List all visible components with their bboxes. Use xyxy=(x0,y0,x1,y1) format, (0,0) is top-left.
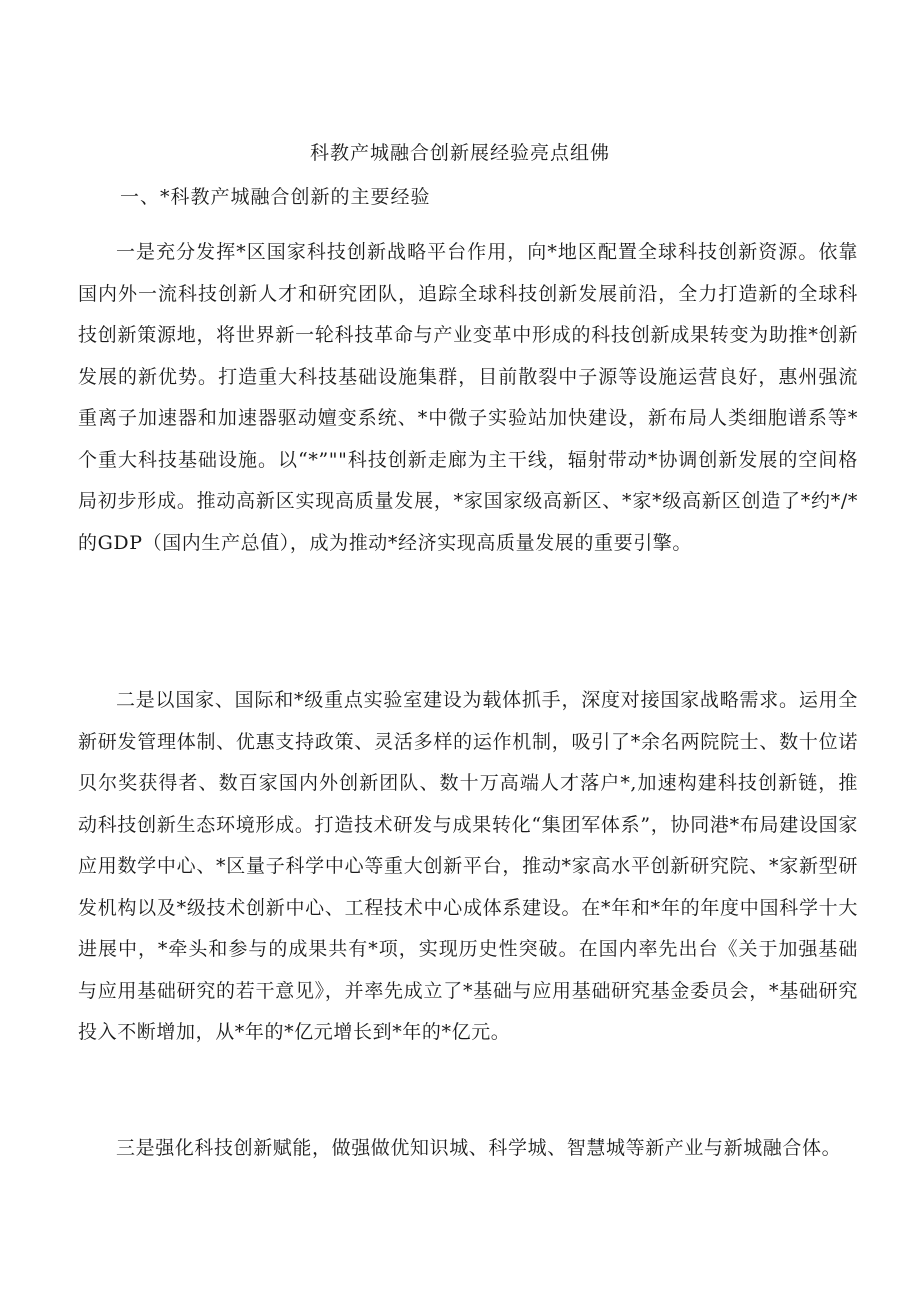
paragraph-1: 一是充分发挥*区国家科技创新战略平台作用，向*地区配置全球科技创新资源。依靠国内外一流科技创新人才和研究团队，追踪全球科技创新发展前沿，全力打造新的全球科技创新策源地，将世界新一轮科技革命与产业变革中形成的科技创新成果转变为助推*创新发展的新优势。打造重大科技基础设施集群，目前散裂中子源等设施运营良好，惠州强流重离子加速器和加速器驱动嬗变系统、*中微子实验站加快建设，新布局人类细胞谱系等*个重大科技基础设施。以“*”""科技创新走廊为主干线，辐射带动*协调创新发展的空间格局初步形成。推动高新区实现高质量发展，*家国家级高新区、*家*级高新区创造了*约*/*的GDP（国内生产总值），成为推动*经济实现高质量发展的重要引擎。 xyxy=(78,241,858,554)
paragraph-2: 二是以国家、国际和*级重点实验室建设为载体抓手，深度对接国家战略需求。运用全新研发管理体制、优惠支持政策、灵活多样的运作机制，吸引了*余名两院院士、数十位诺贝尔奖获得者、数百家国内外创新团队、数十万高端人才落户*,加速构建科技创新链，推动科技创新生态环境形成。打造技术研发与成果转化“集团军体系”，协同港*布局建设国家应用数学中心、*区量子科学中心等重大创新平台，推动*家高水平创新研究院、*家新型研发机构以及*级技术创新中心、工程技术中心成体系建设。在*年和*年的年度中国科学十大进展中，*牵头和参与的成果共有*项，实现历史性突破。在国内率先出台《关于加强基础与应用基础研究的若干意见》，并率先成立了*基础与应用基础研究基金委员会，*基础研究投入不断增加，从*年的*亿元增长到*年的*亿元。 xyxy=(78,689,858,1043)
section-heading: 一、*科教产城融合创新的主要经验 xyxy=(120,186,431,208)
document-title: 科教产城融合创新展经验亮点组佛 xyxy=(309,142,610,164)
paragraph-3: 三是强化科技创新赋能，做强做优知识城、科学城、智慧城等新产业与新城融合体。 xyxy=(116,1137,842,1159)
